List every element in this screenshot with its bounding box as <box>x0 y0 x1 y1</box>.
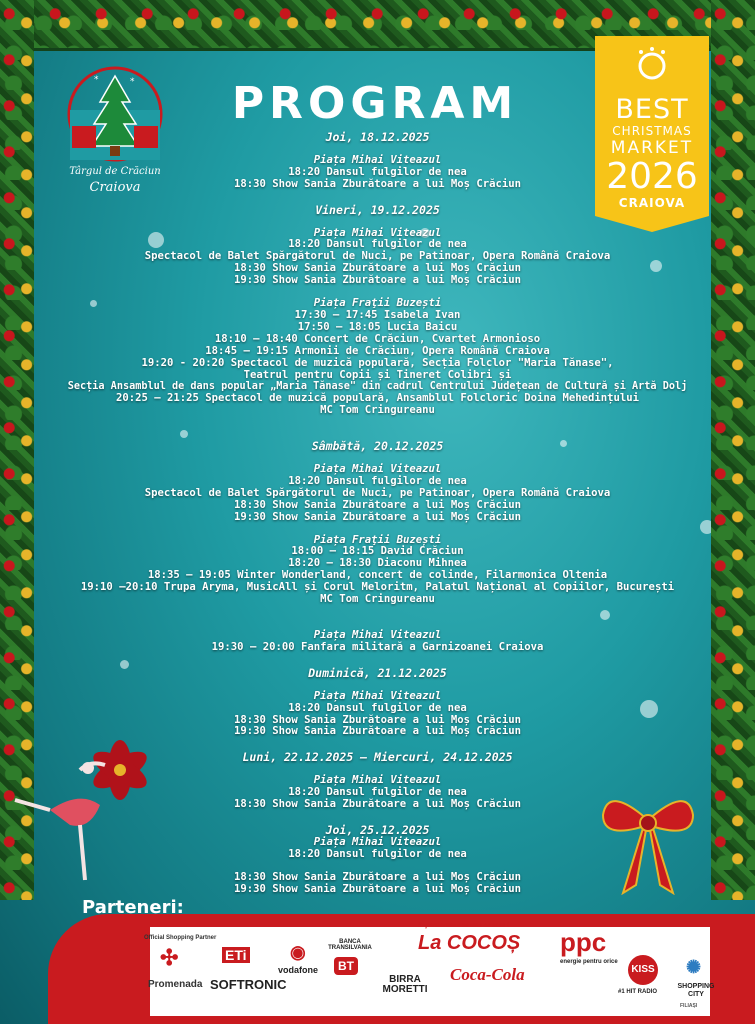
event-line: 18:30 Show Sania Zburătoare a lui Moș Crăciun <box>233 713 521 726</box>
event-line: 18:00 – 18:15 David Crăciun <box>291 545 464 558</box>
partners-logo-panel <box>144 923 715 1016</box>
vodafone-icon: ◉ <box>290 942 306 962</box>
la-cocos-logo: La COCOȘ <box>418 932 521 954</box>
day-heading: Luni, 22.12.2025 – Miercuri, 24.12.2025 <box>242 750 513 765</box>
ppc-tagline: energie pentru orice <box>560 959 618 965</box>
day-heading: Duminică, 21.12.2025 <box>308 665 447 680</box>
venue-heading: Piața Mihai Viteazul <box>313 629 442 641</box>
badge-year: 2026 <box>606 156 698 197</box>
kiss-fm-logo: KISS <box>628 955 658 985</box>
venue-heading: Piața Mihai Viteazul <box>313 689 442 702</box>
svg-text:*: * <box>130 77 135 87</box>
event-line: 19:10 –20:10 Trupa Aryma, MusicAll și Corul Meloritm, Palatul Național al Copiilor, București <box>80 581 675 594</box>
venue-heading: Piața Fraţii Buzești <box>313 297 442 310</box>
day-heading: Sâmbătă, 20.12.2025 <box>311 439 444 454</box>
birra-moretti-logo: BIRRA MORETTI <box>382 974 428 995</box>
event-line: 18:30 Show Sania Zburătoare a lui Moș Crăciun <box>233 870 521 883</box>
event-line: MC Tom Cringureanu <box>320 593 435 606</box>
venue-heading: Piața Mihai Viteazul <box>313 226 442 239</box>
event-line: 19:30 Show Sania Zburătoare a lui Moș Crăciun <box>233 274 521 287</box>
venue-heading: Piața Mihai Viteazul <box>313 835 442 848</box>
shopping-city-logo: SHOPPING CITY <box>677 983 715 998</box>
event-line: 17:30 – 17:45 Isabela Ivan <box>294 308 461 321</box>
shopping-city-icon: ✺ <box>686 957 702 977</box>
promenada-logo-icon: ✣ <box>160 945 179 970</box>
logo-line-2: Craiova <box>89 180 141 195</box>
eti-logo: ETi <box>222 947 250 963</box>
bt-logo: BT <box>334 957 358 975</box>
event-line: 18:20 Dansul fulgilor de nea <box>288 847 467 860</box>
event-line: 18:30 Show Sania Zburătoare a lui Moș Crăciun <box>233 262 521 275</box>
vodafone-logo: vodafone <box>278 965 319 975</box>
event-line: 18:30 Show Sania Zburătoare a lui Moș Crăciun <box>233 498 521 511</box>
la-cocos-tagline: Supermarketul ce vine ca casa ! <box>418 923 510 929</box>
event-line: 18:20 – 18:30 Diaconu Mihnea <box>288 557 467 570</box>
badge-line-1: BEST <box>615 94 689 125</box>
event-line: 18:10 – 18:40 Concert de Crăciun, Cvartet Armonioso <box>214 332 541 345</box>
event-line: 19:30 Show Sania Zburătoare a lui Moș Crăciun <box>233 510 521 523</box>
event-line: 18:20 Dansul fulgilor de nea <box>288 238 467 251</box>
logo-line-1: Târgul de Crăciun <box>69 166 161 177</box>
partners-heading: Parteneri: <box>82 897 184 918</box>
coca-cola-logo: Coca-Cola <box>450 965 525 984</box>
ballerina-poinsettia-decoration <box>10 710 190 890</box>
red-bow-decoration <box>598 785 698 895</box>
event-line: 18:20 Dansul fulgilor de nea <box>288 786 467 799</box>
event-line: 19:20 - 20:20 Spectacol de muzică populară, Secția Folclor "Maria Tănase", <box>141 356 614 369</box>
event-line: 18:30 Show Sania Zburătoare a lui Moș Crăciun <box>233 798 521 811</box>
badge-line-3: MARKET <box>610 138 694 158</box>
venue-heading: Piața Mihai Viteazul <box>313 153 442 166</box>
event-line: MC Tom Cringureanu <box>320 404 435 417</box>
day-heading: Vineri, 19.12.2025 <box>315 202 440 217</box>
badge-line-2: CHRISTMAS <box>612 124 692 138</box>
event-line: 20:25 – 21:25 Spectacol de muzică populară, Ansamblul Folcloric Doina Mehedințului <box>116 392 639 405</box>
event-line: 17:50 – 18:05 Lucia Baicu <box>297 320 458 333</box>
ppc-logo: ppc <box>560 927 607 957</box>
stars-logo-icon <box>632 44 672 84</box>
day-heading: Joi, 25.12.2025 <box>325 822 430 837</box>
event-line: 18:20 Dansul fulgilor de nea <box>288 165 467 178</box>
event-line: 19:30 Show Sania Zburătoare a lui Moș Crăciun <box>233 725 521 738</box>
kiss-tagline: #1 HIT RADIO <box>618 989 658 995</box>
event-line: 18:20 Dansul fulgilor de nea <box>288 701 467 714</box>
event-line: 18:45 – 19:15 Armonii de Crăciun, Opera Română Craiova <box>205 344 550 357</box>
page-title: PROGRAM <box>231 78 519 129</box>
promenada-logo: Promenada <box>148 979 203 990</box>
event-line: Secția Ansamblul de dans popular „Maria Tănase" din cadrul Centrului Județean de Cultură și Artă Dolj <box>67 381 688 393</box>
event-line: Spectacol de Balet Spărgătorul de Nuci, pe Patinoar, Opera Română Craiova <box>144 250 611 263</box>
event-line: 19:30 Show Sania Zburătoare a lui Moș Crăciun <box>233 882 521 895</box>
softronic-logo: SOFTRONIC <box>210 977 287 992</box>
event-line: Teatrul pentru Copii și Tineret Colibri și <box>243 368 512 381</box>
event-line: 18:35 – 19:05 Winter Wonderland, concert de colinde, Filarmonica Oltenia <box>147 569 608 582</box>
venue-heading: Piața Mihai Viteazul <box>313 774 442 787</box>
badge-city: CRAIOVA <box>618 196 686 210</box>
event-line: Spectacol de Balet Spărgătorul de Nuci, pe Patinoar, Opera Română Craiova <box>144 486 611 499</box>
event-line: 18:30 Show Sania Zburătoare a lui Moș Crăciun <box>233 177 521 190</box>
venue-heading: Piața Mihai Viteazul <box>313 463 442 476</box>
shopping-city-sub: FILIAȘI <box>680 1003 698 1009</box>
official-partner-label: Official Shopping Partner <box>144 935 217 941</box>
event-line: 18:20 Dansul fulgilor de nea <box>288 474 467 487</box>
svg-text:*: * <box>94 75 99 85</box>
day-heading: Joi, 18.12.2025 <box>325 130 430 144</box>
venue-heading: Piața Fraţii Buzești <box>313 533 442 546</box>
partners-footer <box>0 892 755 1024</box>
event-line: 19:30 – 20:00 Fanfara militară a Garnizoanei Craiova <box>211 640 544 653</box>
banca-transilvania-label: BANCA TRANSILVANIA <box>328 939 372 951</box>
